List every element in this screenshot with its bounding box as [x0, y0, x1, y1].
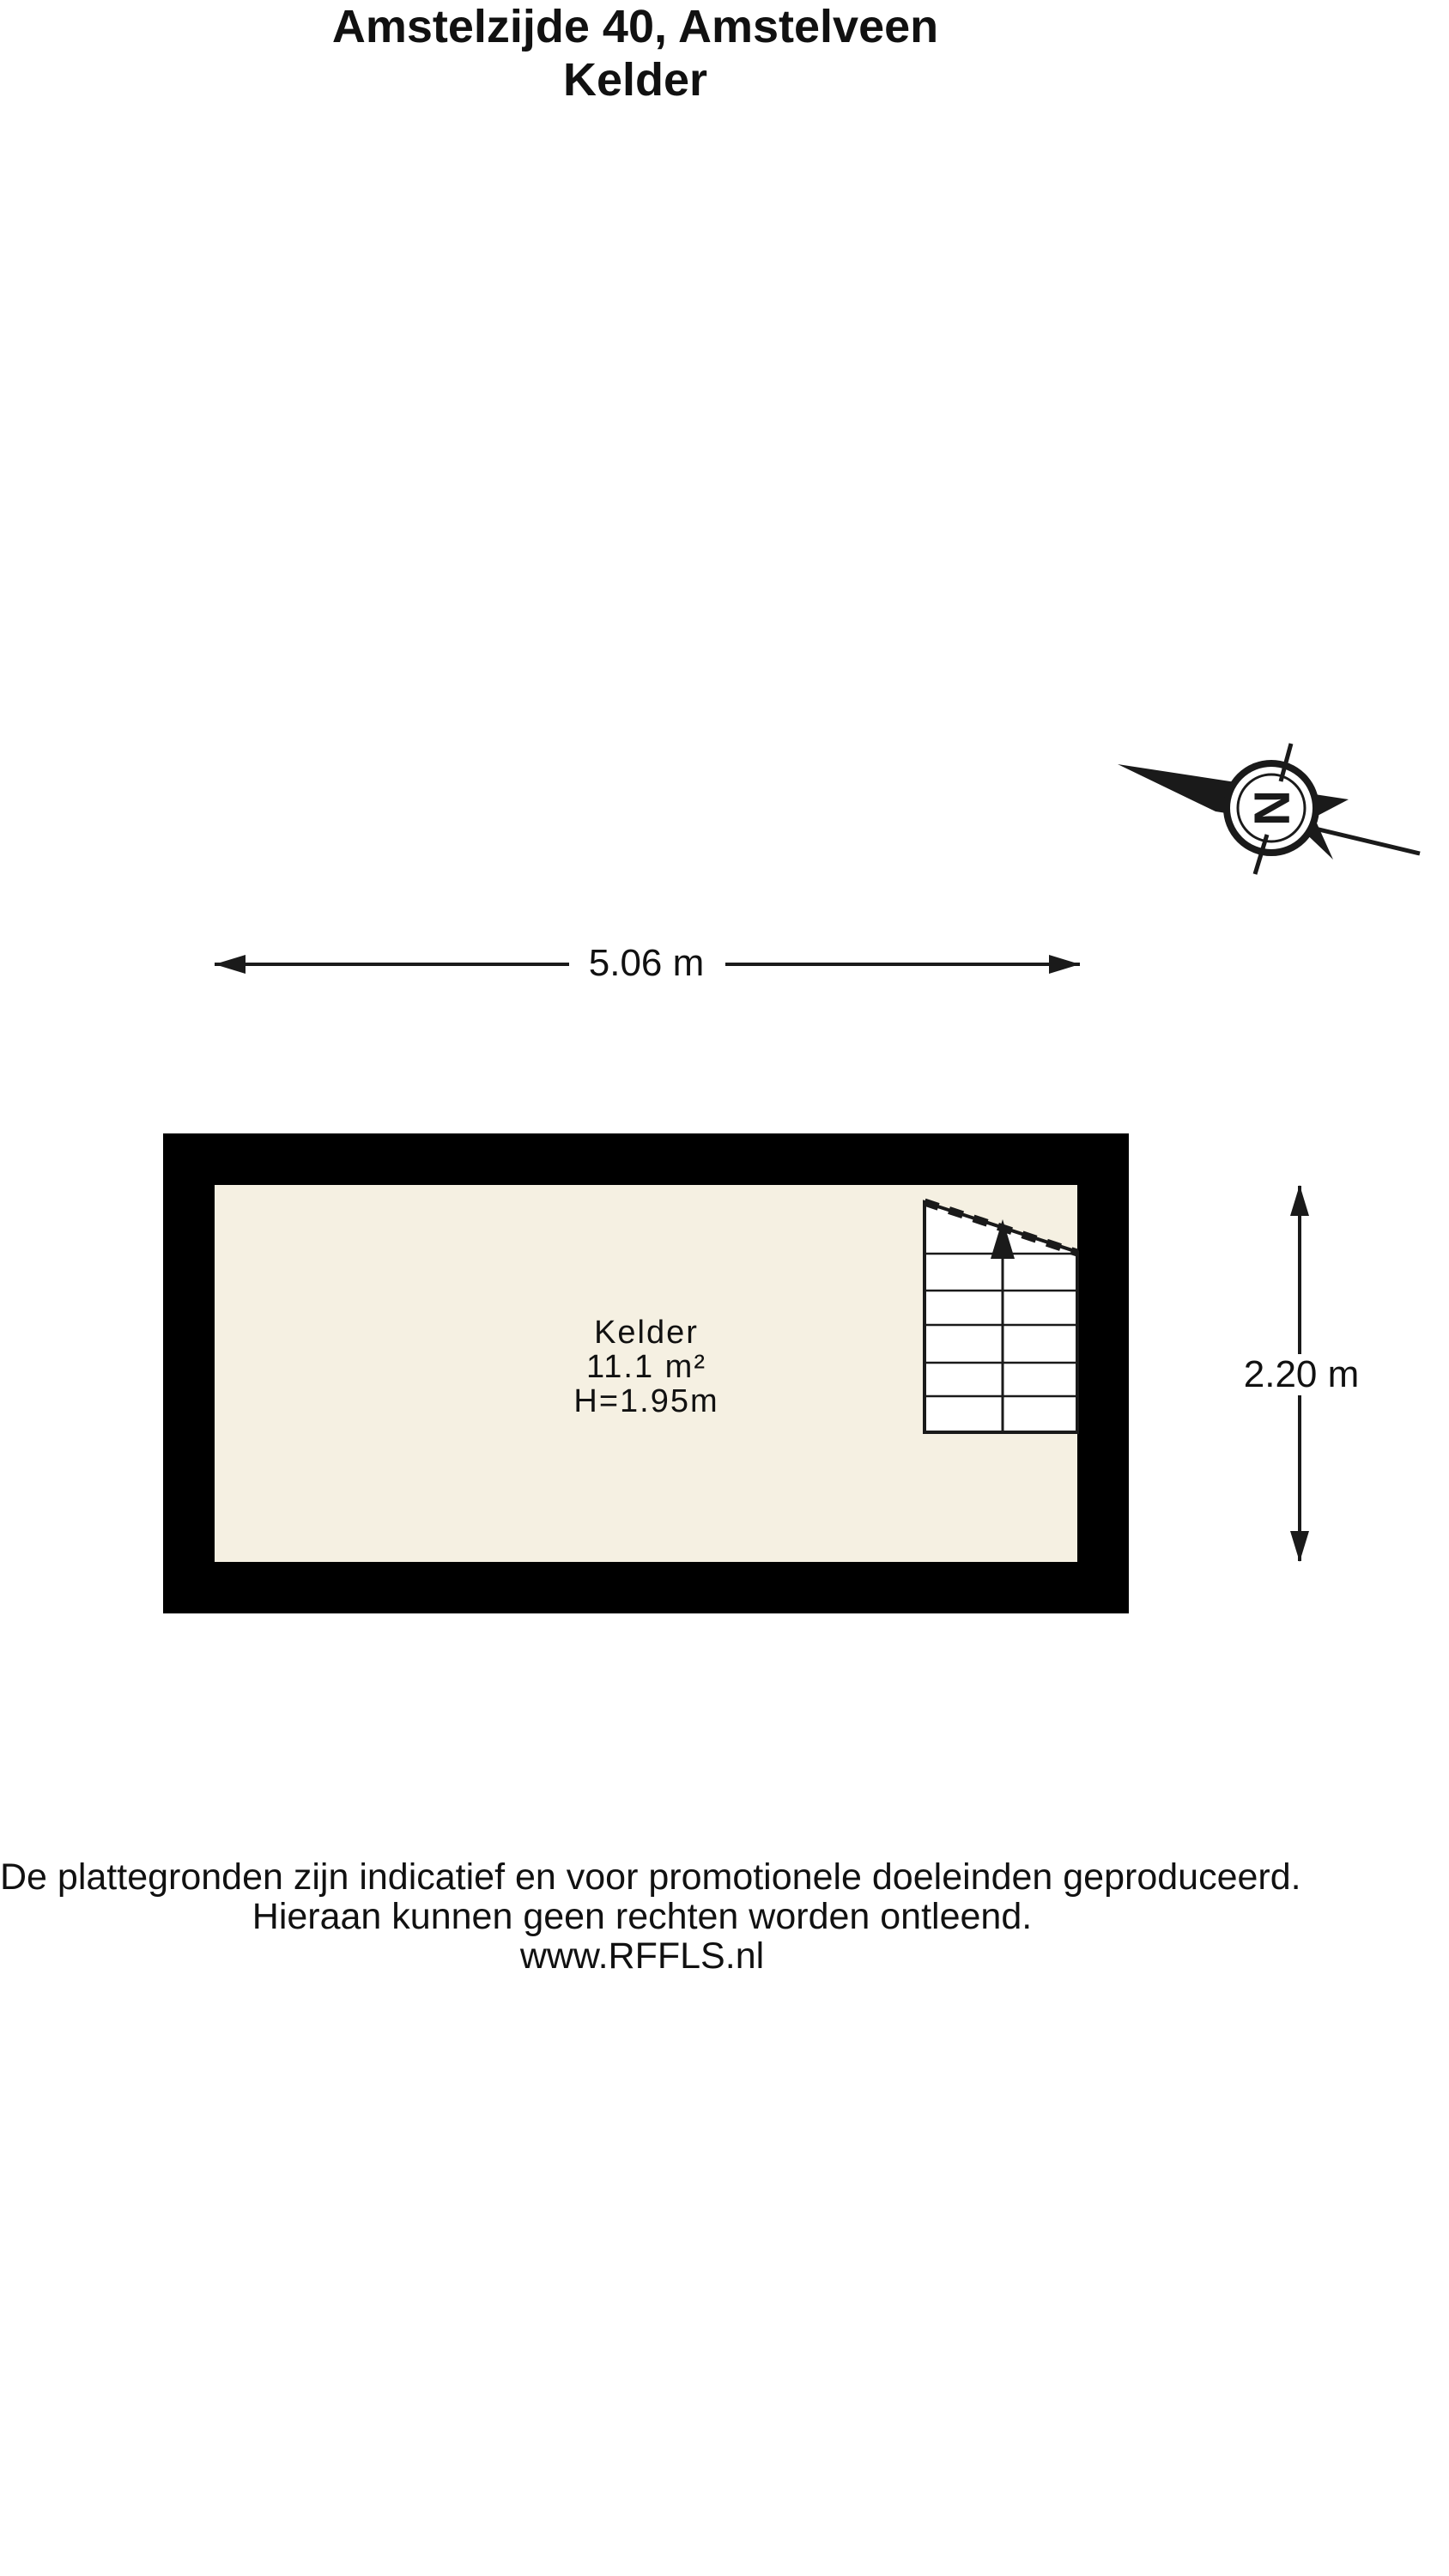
disclaimer-website: www.RFFLS.nl: [519, 1935, 765, 1977]
height-dim-arrowhead-top: [1290, 1185, 1309, 1216]
width-dimension-label: 5.06 m: [588, 942, 705, 984]
compass-north-letter: N: [1243, 790, 1300, 826]
title-floor: Kelder: [562, 54, 708, 106]
room-name: Kelder: [594, 1315, 699, 1351]
disclaimer: [0, 1856, 1301, 1977]
disclaimer-line-2: Hieraan kunnen geen rechten worden ontleend.: [252, 1896, 1033, 1937]
room-area: 11.1 m²: [585, 1349, 706, 1385]
room-label: [573, 1315, 718, 1419]
room-ceiling-height: H=1.95m: [573, 1383, 719, 1419]
disclaimer-line-1: De plattegronden zijn indicatief en voor promotionele doeleinden geproduceerd.: [0, 1856, 1301, 1898]
title-address: Amstelzijde 40, Amstelveen: [331, 1, 939, 52]
height-dim-arrowhead-bottom: [1290, 1531, 1309, 1562]
width-dim-arrowhead-right: [1049, 955, 1080, 974]
north-compass-icon: [1118, 744, 1420, 874]
height-dimension-label: 2.20 m: [1243, 1353, 1360, 1395]
width-dim-arrowhead-left: [215, 955, 246, 974]
